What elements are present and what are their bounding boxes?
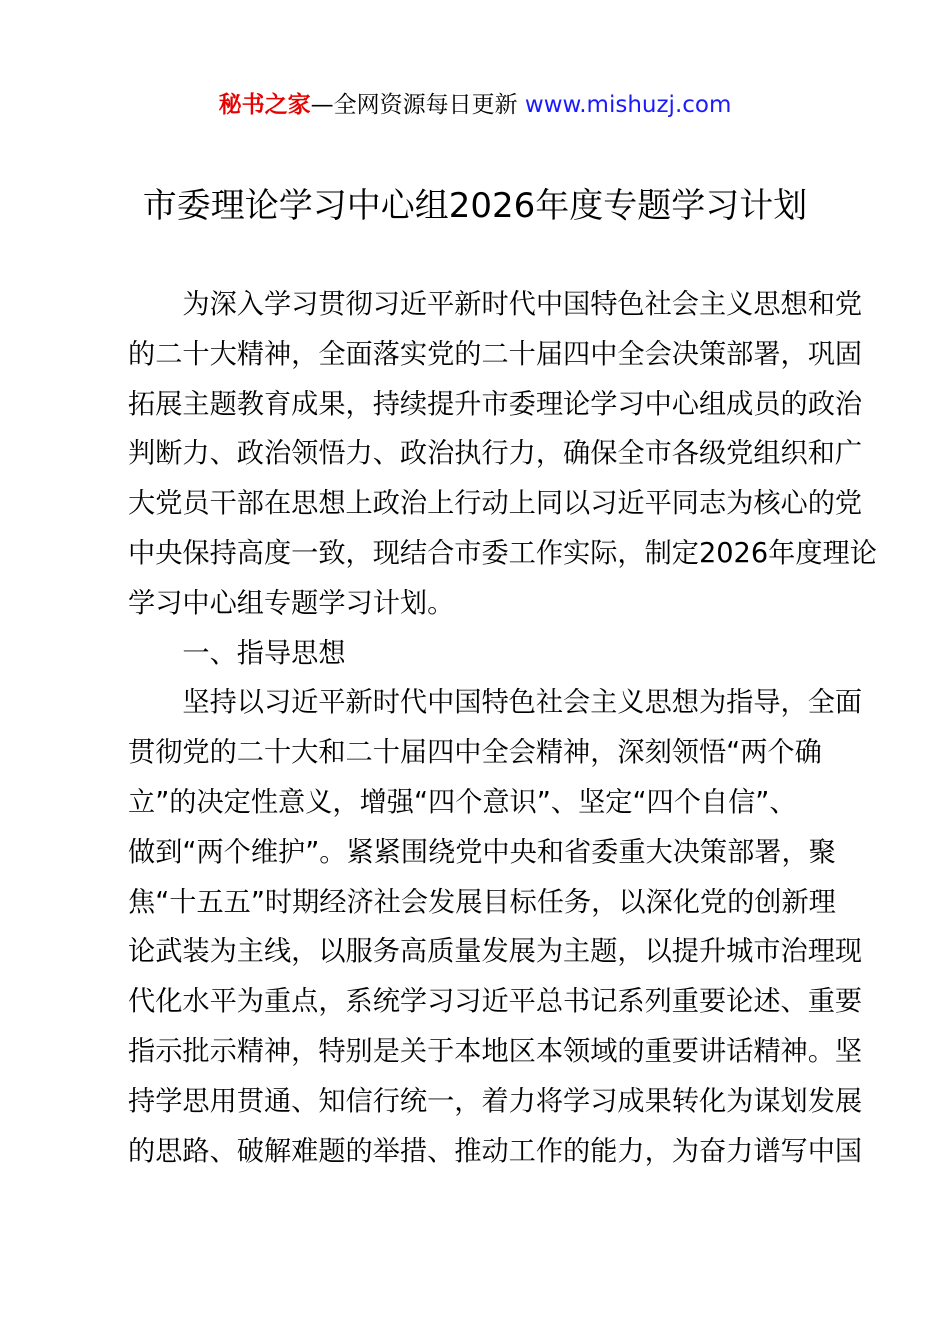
text-line: 坚持以习近平新时代中国特色社会主义思想为指导，全面 (182, 687, 863, 719)
brand-name: 秘书之家 (218, 92, 311, 118)
text-line: 做到“两个维护”。紧紧围绕党中央和省委重大决策部署，聚 (128, 836, 836, 868)
text-line: 判断力、政治领悟力、政治执行力，确保全市各级党组织和广 (128, 438, 863, 470)
text-line: 持学思用贯通、知信行统一，着力将学习成果转化为谋划发展 (128, 1085, 863, 1117)
site-header (0, 88, 950, 122)
text-line: 焦“十五五”时期经济社会发展目标任务，以深化党的创新理 (128, 886, 836, 918)
document-title: 市委理论学习中心组2026年度专题学习计划 (142, 186, 808, 226)
intro-paragraph (128, 280, 877, 629)
document-body (128, 280, 877, 1176)
text-line: 的二十大精神，全面落实党的二十届四中全会决策部署，巩固 (128, 338, 863, 370)
text-line: 大党员干部在思想上政治上行动上同以习近平同志为核心的党 (128, 488, 863, 520)
text-line: 论武装为主线，以服务高质量发展为主题，以提升城市治理现 (128, 936, 863, 968)
text-line: 贯彻党的二十大和二十届四中全会精神，深刻领悟“两个确 (128, 737, 822, 769)
text-line: 学习中心组专题学习计划。 (128, 587, 455, 619)
text-line: 拓展主题教育成果，持续提升市委理论学习中心组成员的政治 (128, 388, 863, 420)
section-heading-guiding-ideology: 一、指导思想 (182, 637, 346, 669)
text-line: 立”的决定性意义，增强“四个意识”、坚定“四个自信”、 (128, 786, 797, 818)
guiding-ideology-paragraph (128, 678, 863, 1176)
text-line: 中央保持高度一致，现结合市委工作实际，制定2026年度理论 (128, 537, 877, 569)
text-line: 指示批示精神，特别是关于本地区本领域的重要讲话精神。坚 (128, 1035, 863, 1067)
header-slogan: —全网资源每日更新 (310, 92, 525, 118)
text-line: 的思路、破解难题的举措、推动工作的能力，为奋力谱写中国 (128, 1135, 863, 1167)
text-line: 代化水平为重点，系统学习习近平总书记系列重要论述、重要 (128, 986, 863, 1018)
site-url-link[interactable]: www.mishuzj.com (524, 92, 732, 118)
text-line: 为深入学习贯彻习近平新时代中国特色社会主义思想和党 (182, 289, 863, 320)
